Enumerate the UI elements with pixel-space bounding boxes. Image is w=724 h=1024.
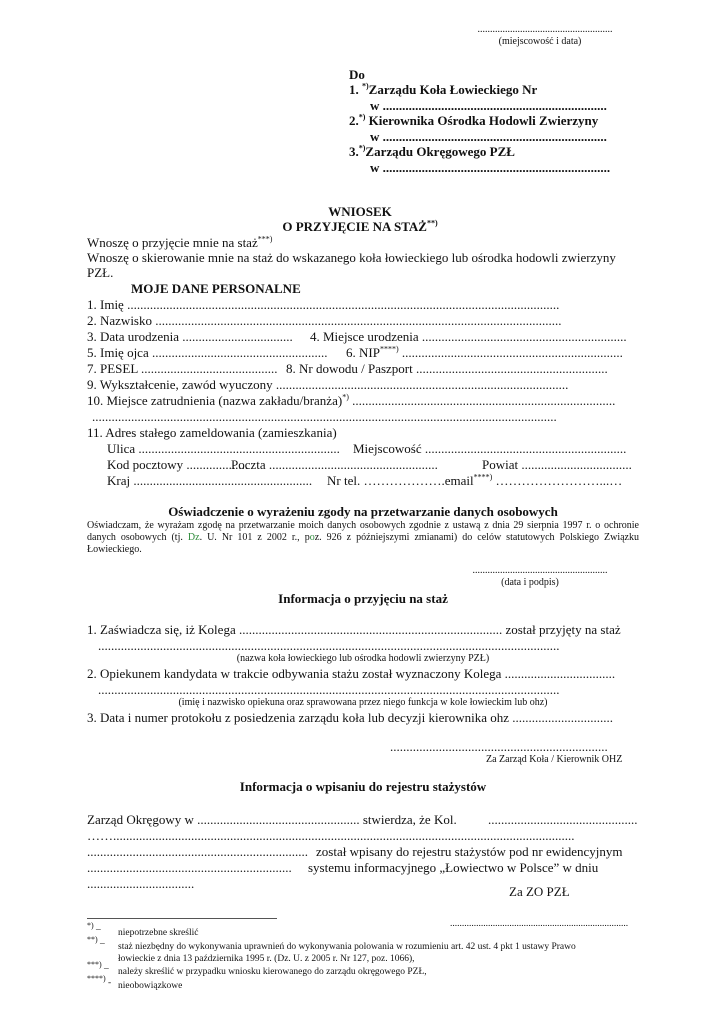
field-poczta[interactable]: Poczta .................................................... [231, 457, 438, 472]
footnote-1-text: niepotrzebne skreślić [118, 928, 199, 938]
footnote-3: ***) – [87, 959, 109, 974]
consent-sign-field[interactable]: ...................................................... [472, 565, 608, 576]
title-wniosek: WNIOSEK [328, 204, 392, 219]
registry-line-1[interactable]: Zarząd Okręgowy w .................................................. stwierdza, że Kol. [87, 812, 457, 827]
field-nip[interactable]: 6. NIP****) .................................................................... [346, 344, 623, 360]
field-ulica[interactable]: Ulica .............................................................. [107, 441, 340, 456]
footnote-3-text: należy skreślić w przypadku wniosku kierowanego do zarządu okręgowego PZŁ, [118, 967, 427, 977]
registry-line-1-field[interactable]: .............................................. [488, 812, 638, 827]
consent-sign-label: (data i podpis) [501, 577, 559, 588]
field-pesel[interactable]: 7. PESEL .......................................... [87, 361, 278, 376]
footnote-2-text: staż niezbędny do wykonywania uprawnień do wykonywania polowania w rozumieniu art. 42 ust. 4 pkt 1 ustawy Prawo [118, 942, 576, 952]
admission-sign-field[interactable]: ................................................................... [390, 739, 608, 754]
registry-heading: Informacja o wpisaniu do rejestru stażystów [239, 779, 487, 794]
addressee-2-field[interactable]: w ..................................................................... [370, 129, 607, 144]
registry-line-4-field[interactable]: ............................................................... [87, 860, 292, 875]
field-miejsce-urodzenia[interactable]: 4. Miejsce urodzenia ............................................................... [310, 329, 627, 344]
field-data-urodzenia[interactable]: 3. Data urodzenia .................................. [87, 329, 293, 344]
admission-heading: Informacja o przyjęciu na staż [278, 591, 448, 606]
field-wyksztalcenie[interactable]: 9. Wykształcenie, zawód wyuczony .......................................................................................... [87, 377, 569, 392]
admission-line-2-note: (imię i nazwisko opiekuna oraz sprawowana przez niego funkcja w kole łowieckim lub ohz) [178, 697, 548, 708]
consent-text: Oświadczam, że wyrażam zgodę na przetwarzanie moich danych osobowych zgodnie z ustawą z dnia 29 sierpnia 1997 r. o ochronie danych osobowych (tj. Dz. U. Nr 101 z 2002 r., poz. 926 z późniejszymi zmianami) do celów statutowych Polskiego Związku Łowieckiego. [87, 520, 639, 555]
admission-line-2-field[interactable]: .............................................................................................................................................. [98, 682, 560, 697]
field-nazwisko[interactable]: 2. Nazwisko ............................................................................................................................. [87, 313, 562, 328]
request-line-3: PZŁ. [87, 265, 114, 280]
registry-sign-field[interactable]: ........................................................................... [450, 919, 629, 929]
registry-line-4: systemu informacyjnego „Łowiectwo w Polsce” w dniu [308, 860, 599, 875]
registry-line-2[interactable]: …….............................................................................................................................................. [87, 828, 575, 843]
addressee-do: Do [349, 67, 365, 82]
admission-line-1-field[interactable]: .............................................................................................................................................. [98, 638, 560, 653]
admission-line-3[interactable]: 3. Data i numer protokołu z posiedzenia zarządu koła lub decyzji kierownika ohz ............................... [87, 710, 613, 725]
place-date-label: (miejscowość i data) [498, 36, 582, 47]
place-date-field[interactable]: ...................................................... [477, 24, 613, 35]
footnote-separator [87, 918, 277, 919]
request-line-1[interactable]: Wnoszę o przyjęcie mnie na staż***) [87, 234, 273, 250]
field-kraj[interactable]: Kraj ....................................................... [107, 473, 313, 488]
footnote-4-text: nieobowiązkowe [118, 981, 183, 991]
addressee-2: 2.*) Kierownika Ośrodka Hodowli Zwierzyny [349, 112, 599, 128]
admission-line-1-note: (nazwa koła łowieckiego lub ośrodka hodowli zwierzyny PZŁ) [236, 653, 490, 664]
footnote-1: *) – [87, 920, 101, 935]
admission-line-1[interactable]: 1. Zaświadcza się, iż Kolega ................................................................................. został przyjęty na staż [87, 622, 621, 637]
request-line-2[interactable]: Wnoszę o skierowanie mnie na staż do wskazanego koła łowieckiego lub ośrodka hodowli zwierzyny [87, 250, 616, 265]
registry-line-3-field[interactable]: .................................................................... [87, 844, 308, 859]
field-tel-email[interactable]: Nr tel. ……………….email****) ……………………...… [327, 472, 623, 488]
field-imie[interactable]: 1. Imię ..................................................................................................................................... [87, 297, 560, 312]
registry-line-3: został wpisany do rejestru stażystów pod nr ewidencyjnym [316, 844, 623, 859]
field-miejsce-zatrudnienia[interactable]: 10. Miejsce zatrudnienia (nazwa zakładu/branża)*) ................................................................................. [87, 392, 616, 408]
registry-sign-label: Za ZO PZŁ [509, 884, 570, 899]
registry-line-5-field[interactable]: ................................. [87, 876, 195, 891]
field-adres-label: 11. Adres stałego zameldowania (zamieszkania) [87, 425, 337, 440]
field-miejscowosc[interactable]: Miejscowość .............................................................. [353, 441, 627, 456]
addressee-3-field[interactable]: w ...................................................................... [370, 160, 611, 175]
footnote-2-text-cont: łowieckie z dnia 13 października 1995 r. (Dz. U. z 2005 r. Nr 127, poz. 1066), [118, 954, 415, 964]
field-nr-dowodu[interactable]: 8. Nr dowodu / Paszport ........................................................... [286, 361, 608, 376]
footnote-4: ****) - [87, 973, 112, 988]
field-powiat[interactable]: Powiat .................................. [482, 457, 632, 472]
field-imie-ojca[interactable]: 5. Imię ojca ...................................................... [87, 345, 328, 360]
footnote-2: **) – [87, 934, 105, 949]
addressee-1-field[interactable]: w ..................................................................... [370, 98, 607, 113]
field-miejsce-zatrudnienia-cont[interactable]: ............................................................................................................................................... [92, 409, 557, 424]
addressee-1: 1. *)Zarządu Koła Łowieckiego Nr [349, 81, 538, 97]
admission-sign-label: Za Zarząd Koła / Kierownik OHZ [486, 754, 623, 765]
title-przyjecie: O PRZYJĘCIE NA STAŻ**) [282, 218, 438, 234]
addressee-3: 3.*)Zarządu Okręgowego PZŁ [349, 143, 515, 159]
personal-heading: MOJE DANE PERSONALNE [131, 281, 301, 296]
field-kod-pocztowy[interactable]: Kod pocztowy ................... [107, 457, 249, 472]
consent-heading: Oświadczenie o wyrażeniu zgody na przetwarzanie danych osobowych [168, 504, 558, 519]
admission-line-2[interactable]: 2. Opiekunem kandydata w trakcie odbywania stażu został wyznaczony Kolega .................................. [87, 666, 616, 681]
